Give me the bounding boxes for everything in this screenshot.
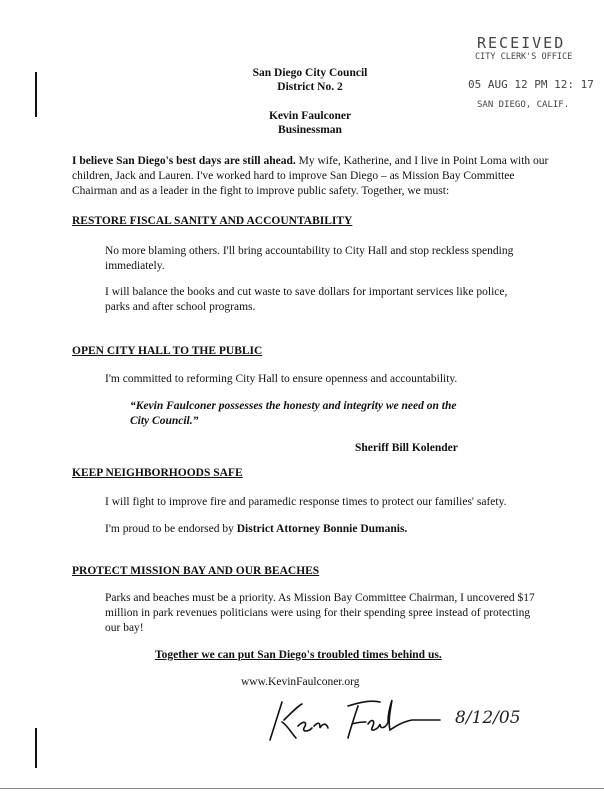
campaign-website[interactable]: www.KevinFaulconer.org bbox=[241, 676, 360, 688]
heading-fiscal: RESTORE FISCAL SANITY AND ACCOUNTABILITY bbox=[72, 215, 353, 227]
intro-rest: My wife, Katherine, and I live in Point Loma with our children, Jack and Lauren. I've worked hard to improve San Diego – as Mission Bay Committee Chairman and as a leader in the fight to improve public safety. Together, we must: bbox=[72, 155, 549, 197]
council-title: San Diego City Council bbox=[252, 67, 368, 79]
safe-paragraph-2-text: I'm proud to be endorsed by bbox=[105, 523, 237, 535]
candidate-name: Kevin Faulconer bbox=[268, 110, 352, 122]
heading-open-city-hall: OPEN CITY HALL TO THE PUBLIC bbox=[72, 345, 263, 357]
safe-paragraph-2 bbox=[105, 522, 535, 537]
margin-mark-top bbox=[35, 72, 37, 117]
page-bottom-rule bbox=[0, 788, 604, 789]
bay-paragraph-1: Parks and beaches must be a priority. As Mission Bay Committee Chairman, I uncovered $17 million in park revenues politicians were using for their spending spree instead of protecting our bay! bbox=[105, 592, 535, 634]
heading-neighborhoods: KEEP NEIGHBORHOODS SAFE bbox=[72, 467, 243, 479]
safe-paragraph-1: I will fight to improve fire and paramedic response times to protect our families' safety. bbox=[105, 496, 507, 508]
margin-mark-bottom bbox=[35, 728, 37, 768]
closing-slogan: Together we can put San Diego's troubled times behind us. bbox=[155, 649, 442, 661]
stamp-location: SAN DIEGO, CALIF. bbox=[477, 100, 570, 110]
intro-lead: I believe San Diego's best days are still ahead. bbox=[72, 155, 296, 167]
intro-paragraph bbox=[72, 154, 550, 199]
district-number: District No. 2 bbox=[277, 81, 343, 93]
quote-attribution: Sheriff Bill Kolender bbox=[355, 442, 458, 454]
fiscal-paragraph-2: I will balance the books and cut waste to save dollars for important services like police, parks and after school programs. bbox=[105, 286, 508, 313]
endorser-name: District Attorney Bonnie Dumanis. bbox=[236, 523, 408, 535]
endorsement-quote: “Kevin Faulconer possesses the honesty and integrity we need on the City Council.” bbox=[130, 400, 457, 427]
heading-mission-bay: PROTECT MISSION BAY AND OUR BEACHES bbox=[72, 565, 320, 577]
handwritten-signature bbox=[262, 692, 452, 747]
open-paragraph-1: I'm committed to reforming City Hall to ensure openness and accountability. bbox=[105, 373, 458, 385]
fiscal-paragraph-1: No more blaming others. I'll bring accountability to City Hall and stop reckless spending immediately. bbox=[105, 245, 514, 272]
stamp-received: RECEIVED bbox=[477, 34, 566, 52]
stamp-datetime: 05 AUG 12 PM 12: 17 bbox=[468, 78, 594, 91]
candidate-occupation: Businessman bbox=[278, 124, 342, 136]
signature-date: 8/12/05 bbox=[455, 708, 521, 728]
stamp-office: CITY CLERK'S OFFICE bbox=[475, 52, 573, 62]
